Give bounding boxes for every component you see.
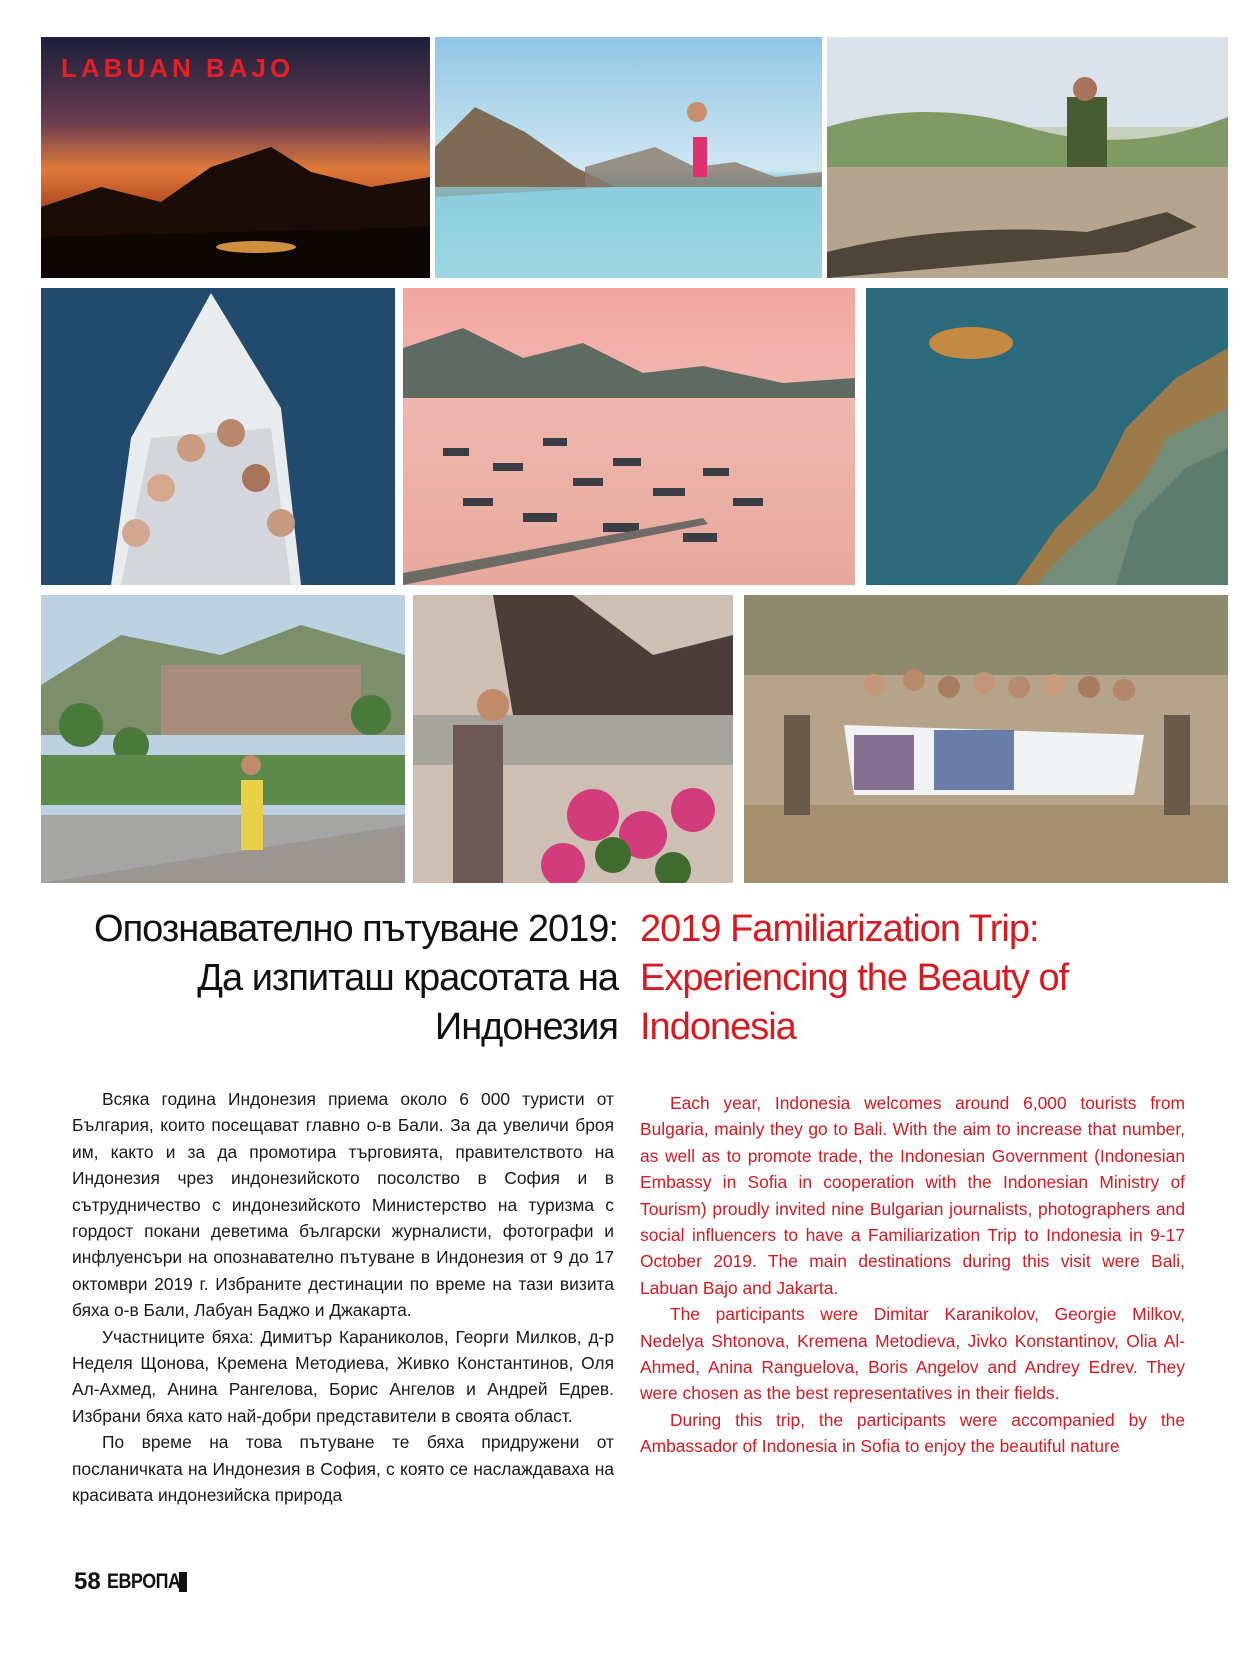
article-title-bulgarian: Опознавателно пътуване 2019: Да изпиташ красотата на Индонезия: [94, 908, 618, 1048]
photo-hotel-resort: [41, 595, 405, 883]
paragraph: The participants were Dimitar Karanikolov, Georgie Milkov, Nedelya Shtonova, Kremena Metodieva, Jivko Konstantinov, Olia Al-Ahmed, Anina Ranguelova, Boris Angelov and Andrey Edrev. They were chosen as the best representatives in their fields.: [640, 1304, 1185, 1404]
photo-caption-labuan-bajo: LABUAN BAJO: [61, 53, 295, 83]
paragraph: During this trip, the participants were accompanied by the Ambassador of Indonesia in Sofia to enjoy the beautiful nature: [640, 1409, 1185, 1457]
photo-group-banner: [744, 595, 1228, 883]
photo-people-photographing: [413, 595, 733, 883]
photo-aerial-islands: [866, 288, 1228, 585]
page-number: 58: [74, 1568, 101, 1595]
photo-group-on-boat: [41, 288, 395, 585]
magazine-logo: ЕВРОПА: [106, 1570, 181, 1593]
photo-harbour-boats: [403, 288, 855, 585]
paragraph: Each year, Indonesia welcomes around 6,000 tourists from Bulgaria, mainly they go to Bali. With the aim to increase that number, as well as to promote trade, the Indonesian Government (Indonesian Embassy in Sofia in cooperation with the Indonesian Ministry of Tourism) proudly invited nine Bulgarian journalists, photographers and social influencers to have a Familiarization Trip to Indonesia in 9-17 October 2019. The main destinations during this visit were Bali, Labuan Bajo and Jakarta.: [640, 1093, 1185, 1298]
photo-photographer-komodo: [827, 37, 1228, 278]
paragraph: Всяка година Индонезия приема около 6 000 туристи от България, които посещават главно о-в Бали. За да увеличи броя им, както и за да промотира търговията, правителството на Индонезия чрез индонезийското посолство в София и в сътрудничество с индонезийското Министерство на туризма с гордост покани деветима български журналисти, фотографи и инфлуенсъри на опознавателно пътуване в Индонезия от 9 до 17 октомври 2019 г. Избраните дестинации по време на тази визита бяха о-в Бали, Лабуан Баджо и Джакарта.: [72, 1089, 614, 1321]
page-footer: [74, 1568, 187, 1596]
paragraph: Участниците бяха: Димитър Караниколов, Георги Милков, д-р Неделя Щонова, Кремена Методиева, Живко Константинов, Оля Ал-Ахмед, Анина Рангелова, Борис Ангелов и Андрей Едрев. Избрани бяха като най-добри представители в своята област.: [72, 1326, 614, 1426]
article-title-english: 2019 Familiarization Trip: Experiencing the Beauty of Indonesia: [640, 908, 1069, 1048]
article-body-english: [640, 1090, 1185, 1460]
article-body-bulgarian: [72, 1086, 614, 1509]
photo-labuan-bajo-sunset: [41, 37, 430, 278]
paragraph: По време на това пътуване те бяха придружени от посланичката на Индонезия в София, с която се наслаждаваха на красивата индонезийска природа: [72, 1432, 614, 1506]
photo-woman-in-sea: [435, 37, 822, 278]
